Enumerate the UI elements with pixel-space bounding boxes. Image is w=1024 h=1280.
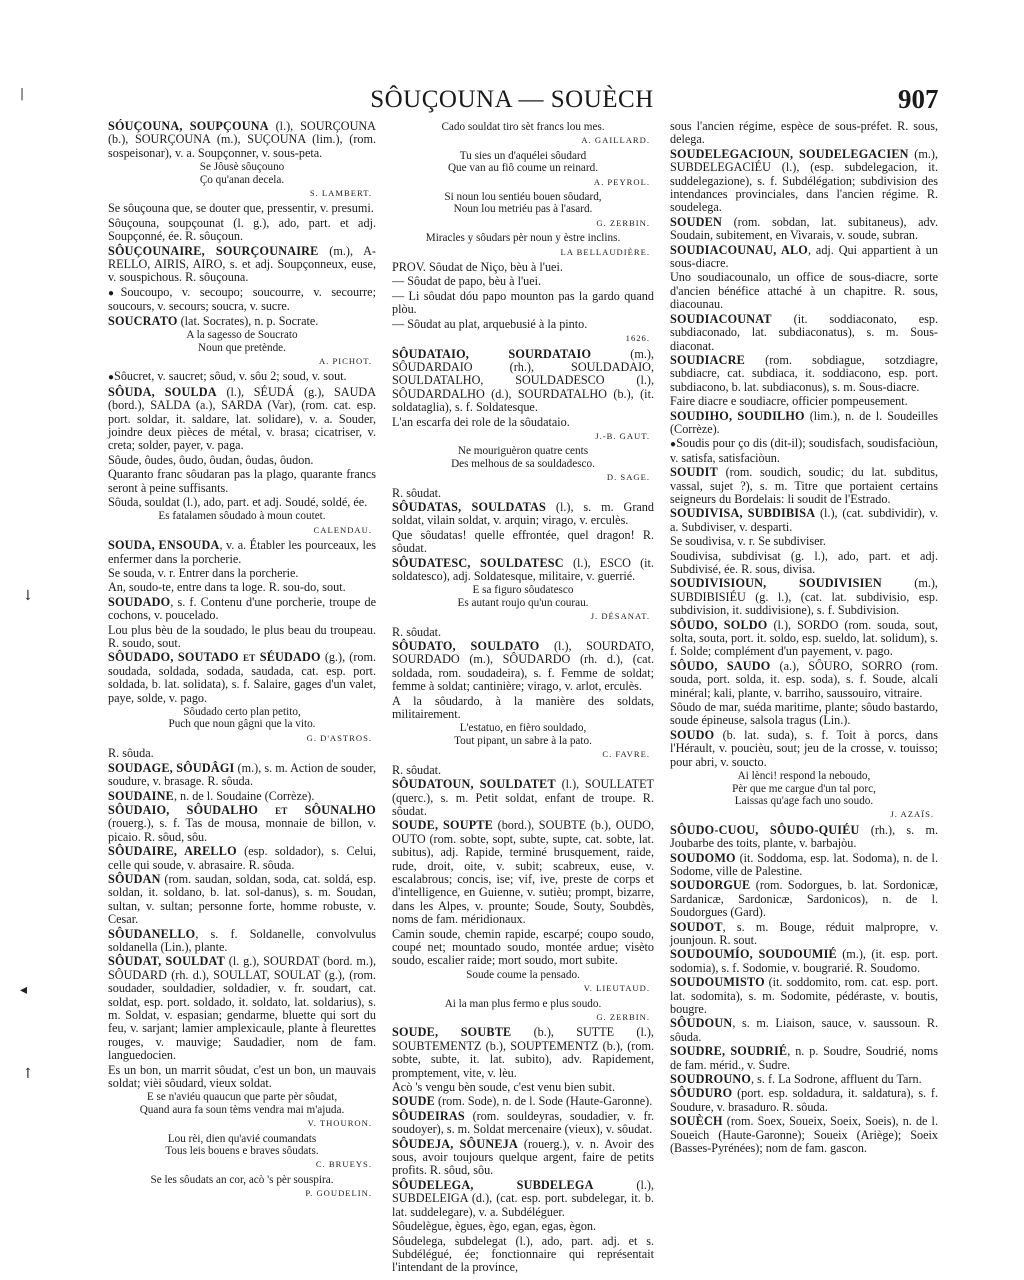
entry-body: (m.), (it. esp. port. sodomia), s. f. Sodomie, v. bougrarié. R. Soudomo. [670, 947, 938, 975]
dictionary-entry [670, 701, 938, 728]
quotation: Ai lènci! respond la neboudo, Pèr que me cargue d'un tal porc, Laissas qu'age fach uno soudo. [732, 770, 876, 807]
entry-body: Soucoupo, v. secoupo; soucourre, v. secourre; soucours, v. secours; soucra, v. sucre. [108, 284, 376, 314]
entry-body: Soudis pour ço dis (dit-il); soudisfach, soudisfaciòun, v. satisfa, satisfaciòun. [670, 436, 938, 465]
dictionary-entry [392, 1179, 654, 1219]
entry-headword: SOUDE [392, 1094, 435, 1109]
entry-body: (rom. sobdiague, sotzdiagre, subdiacre, cat. subdiaca, it. soddiacono, esp. port. subdiacono, b. lat. subdiaconus), s. m. Sous-diacre. [670, 352, 938, 394]
entry-headword: SOUDA, ENSOUDA [108, 538, 220, 553]
dictionary-entry [108, 202, 376, 215]
entry-headword: SOUDRE, SOUDRIÉ [670, 1044, 788, 1059]
dictionary-entry [670, 1045, 938, 1072]
entry-headword: SÔUDATAIO, SOURDATAIO [392, 346, 592, 361]
dictionary-entry [670, 437, 938, 465]
entry-headword: SOUDROUNO [670, 1072, 752, 1087]
entry-body: R. sôuda. [108, 746, 154, 761]
entry-headword: SÔUDEJA, SÔUNEJA [392, 1136, 518, 1151]
entry-body: (m.), A-RELLO, AIRIS, AIRO, s. et adj. Soupçonneux, euse, v. souspichous. R. sôuçouna. [108, 243, 376, 285]
dictionary-entry [392, 1235, 654, 1275]
dictionary-entry [670, 395, 938, 408]
entry-body: (m.), SÔUDARDAIO (rh.), SOULDADAIO, SOULDATALHO, SOULDADESCO (l.), SÔUDARDALHO (d.), SOURDATALHO (b.), (it. soldataglia), s. f. Soldatesque. [392, 346, 654, 415]
dictionary-entry [670, 1087, 938, 1114]
quotation: Ne mouriguèron quatre cents Des melhous de sa souldadesco. [451, 445, 595, 470]
entry-headword: SÔUDOUN [670, 1016, 733, 1031]
entry-body: Lou plus bèu de la soudado, le plus beau du troupeau. R. soudo, sout. [108, 622, 376, 651]
entry-body: , s. f. La Sodrone, affluent du Tarn. [751, 1072, 922, 1087]
dictionary-entry [108, 496, 376, 509]
entry-headword: SOUDIACOUNAT [670, 311, 772, 326]
entry-body: (l.), SUBDELEIGA (d.), (cat. esp. port. subdelegar, it. b. lat. suddelegare), v. a. Subdéléguer. [392, 1177, 654, 1219]
entry-body: (it. soddiaconato, esp. subdiaconado, lat. subdiaconatus), s. m. Sous-diaconat. [670, 311, 938, 353]
dictionary-entry [670, 466, 938, 506]
column-middle [392, 120, 654, 1276]
entry-body: PROV. Sôudat de Niço, bèu à l'uei. [392, 260, 563, 275]
dictionary-entry [108, 286, 376, 314]
entry-body: (port. esp. soldadura, it. saldatura), s. f. Soudure, v. brasaduro. R. sôuda. [670, 1086, 938, 1114]
entry-headword: SÔUDELEGA, SUBDELEGA [392, 1177, 594, 1192]
entry-headword: SÔUDANELLO [108, 926, 196, 941]
dictionary-entry [670, 660, 938, 700]
dictionary-entry [392, 1026, 654, 1080]
entry-headword: SOUÈCH [670, 1114, 723, 1129]
dictionary-entry [108, 454, 376, 467]
entry-body: , s. f. Contenu d'une porcherie, troupe de cochons, v. poucelado. [108, 594, 376, 623]
dictionary-entry [670, 577, 938, 617]
entry-body: , n. de l. Soudaine (Corrèze). [173, 788, 315, 803]
dictionary-entry [670, 1017, 938, 1044]
dictionary-entry [392, 348, 654, 415]
quotation: Cado souldat tiro sèt francs lou mes. [441, 121, 605, 133]
entry-body: Sôuçouna, soupçounat (l. g.), ado, part. et adj. Soupçonné, ée. R. sôuçoun. [108, 215, 376, 244]
quotation: Soude coume la pensado. [466, 968, 580, 981]
quotation-author: J.-B. GAUT. [595, 430, 650, 441]
quotation: Se Jôusè sôuçouno Ço qu'anan decela. [199, 161, 285, 186]
entry-body: (l.), SOURÇOUNA (b.), SOURÇOUNA (m.), SUÇOUNA (lim.), (rom. sospeisonar), v. a. Soupçonner, v. sous-peta. [108, 119, 376, 160]
entry-body: Acò 's vengu bèn soude, c'est venu bien subit. [392, 1080, 616, 1095]
entry-headword: SOUDOT [670, 919, 723, 934]
dictionary-entry [108, 651, 376, 705]
dictionary-entry [392, 501, 654, 528]
entry-body: (g.), (rom. soudada, soldada, sodada, saudada, cat. esp. port. soldada, b. lat. solidata), s. f. Salaire, gages d'un valet, paye, solde, v. pago. [108, 650, 376, 705]
entry-body: Sôucret, v. saucret; sôud, v. sôu 2; soud, v. sout. [114, 369, 347, 384]
column-left [108, 120, 376, 1203]
dictionary-entry [670, 120, 938, 147]
entry-headword: SÔUDO, SAUDO [670, 658, 771, 673]
entry-body: — Sôudat au plat, arquebusié à la pinto. [392, 316, 588, 331]
quotation: E sa figuro sôudatesco Es autant roujo qu'un courau. [457, 584, 589, 609]
quotation: Tu sies un d'aquélei sôudard Que van au fiô coume un reinard. [447, 149, 599, 175]
entry-headword: SOUDORGUE [670, 878, 751, 893]
entry-body: (m.), SUBDELEGACIÉU (l.), (esp. subdelegacion, it. suddelegazione), s. f. Subdélégation; subdivision des intendances provinciales, dans l'ancien régime. R. soudelega. [670, 146, 938, 215]
entry-body: — Sôudat de papo, bèu à l'uei. [392, 274, 542, 289]
quotation: Miracles y sôudars pèr noun y èstre inclins. [425, 232, 621, 245]
entry-body: Se soudivisa, v. r. Se subdiviser. [670, 534, 826, 549]
dictionary-entry [108, 120, 376, 160]
entry-headword: SOUDIACRE [670, 352, 745, 367]
entry-body: (lim.), n. de l. Soudeilles (Corrèze). [670, 408, 938, 436]
entry-headword: SOUDIVISA, SUBDIBISA [670, 506, 816, 521]
dictionary-entry [392, 626, 654, 639]
entry-body: R. sôudat. [392, 624, 442, 639]
entry-headword: SOUDE, SOUBTE [392, 1025, 512, 1040]
entry-body: (l.), SORDO (rom. souda, sout, solta, souta, port. it. soldo, esp. sueldo, lat. solidum), s. f. Solde; complément d'un payement, v. pago. [670, 617, 938, 659]
quotation: L'estatuo, en fièro souldado, Tout pipant, un sabre à la pato. [454, 722, 592, 747]
entry-body: (lat. Socrates), n. p. Socrate. [177, 313, 319, 328]
quotation-author: G. D'ASTROS. [306, 732, 372, 743]
entry-body: Sôudelega, subdelegat (l.), ado, part. adj. et s. Subdélégué, ée; fonctionnaire qui représentait l'intendant de la province, [392, 1233, 654, 1275]
dictionary-entry [670, 550, 938, 577]
quotation-author: A. PEYROL. [593, 176, 650, 187]
quotation: Es fatalamen sôudado à moun coutet. [158, 510, 326, 523]
dictionary-entry [670, 879, 938, 919]
quotation-author: C. BRUEYS. [315, 1159, 372, 1170]
quotation-author: V. LIEUTAUD. [583, 983, 650, 994]
entry-headword: SOUDIVISIOUN, SOUDIVISIEN [670, 576, 882, 591]
dictionary-entry [392, 1138, 654, 1178]
entry-headword: SOUDADO [108, 594, 171, 609]
entry-body: (rouerg.), s. f. Tas de mousa, monnaie de billon, v. picaio. R. sôud, sôu. [108, 816, 376, 844]
entry-headword: SÔUDAIO, SÔUDALHO et SÔUNALHO [108, 802, 376, 817]
dictionary-entry [392, 261, 654, 274]
dictionary-entry [108, 845, 376, 872]
entry-body: R. sôudat. [392, 762, 442, 777]
dictionary-entry [108, 567, 376, 580]
entry-body: Quaranto franc sôudaran pas la plago, quarante francs seront à peine suffisants. [108, 467, 376, 495]
entry-headword: SÔUDURO [670, 1086, 733, 1101]
dictionary-entry [108, 370, 376, 384]
entry-body: , s. m. Bouge, réduit malpropre, v. jounjoun. R. sout. [670, 919, 938, 947]
entry-body: (rouerg.), v. n. Avoir des sous, avoir toujours quelque argent, faire de petits profits. R. sôud, sôu. [392, 1136, 654, 1178]
quotation-author: J. DÉSANAT. [590, 611, 650, 622]
entry-body: (l.), SÉUDÁ (g.), SAUDA (bord.), SALDA (a.), SARDA (Var), (rom. cat. esp. port. soldar, it. saldare, lat. solidare), v. a. Souder, joindre deux pièces de métal, v. brasa; cicatriser, v. creta; solder, payer, v. paga. [108, 384, 376, 453]
quotation-author: CALENDAU. [313, 524, 372, 535]
entry-headword: SÔUDATESC, SOULDATESC [392, 555, 564, 570]
entry-body: (rom. Soex, Soueix, Soeix, Soeis), n. de l. Soueich (Haute-Garonne); Soueix (Ariège); Soeix (Basses-Pyrénées); nom de fam. gascon. [670, 1114, 938, 1156]
entry-headword: SÔUDATO, SOULDATO [392, 639, 540, 654]
quotation: Lou rèi, dien qu'avié coumandats Tous leis bouens e braves sôudats. [165, 1132, 319, 1158]
margin-mark: | [20, 86, 25, 100]
page-number: 907 [898, 84, 939, 114]
entry-headword: SÔUDAT, SOULDAT [108, 954, 225, 969]
entry-body: Que sôudatas! quelle effrontée, quel dragon! R. sôudat. [392, 527, 654, 556]
quotation-author: G. ZERBIN. [596, 1012, 650, 1022]
dictionary-entry [392, 640, 654, 694]
entry-headword: SOUDAINE [108, 788, 174, 803]
entry-body: Sôudo de mar, suéda maritime, plante; sôudo bastardo, soude épineuse, salsola tragus (Lin.). [670, 700, 938, 728]
entry-body: (b. lat. suda), s. f. Toit à porcs, dans l'Hérault, v. poucièu, sout; jeu de la crosse, v. touisso; pour abri, v. souсto. [670, 727, 938, 769]
dictionary-entry [392, 1095, 654, 1108]
dictionary-entry [392, 275, 654, 288]
dictionary-entry [108, 539, 376, 566]
dictionary-entry [392, 1220, 654, 1233]
entry-body: L'an escarfa dei role de la sôudataio. [392, 414, 570, 429]
entry-headword: SOUDOMO [670, 850, 736, 865]
entry-body: Se souda, v. r. Entrer dans la porcherie. [108, 566, 299, 580]
dictionary-entry [108, 386, 376, 453]
entry-headword: SÔUDATAS, SOULDATAS [392, 499, 546, 514]
quotation-author: P. GOUDELIN. [305, 1188, 372, 1199]
dictionary-entry [108, 762, 376, 789]
quotation: Si noun lou sentiéu bouen sôudard, Noun lou metriéu pas à l'asard. [444, 191, 602, 216]
entry-headword: SOUDE, SOUPTE [392, 818, 494, 833]
dictionary-entry [392, 764, 654, 777]
dictionary-entry [108, 581, 376, 594]
entry-body: , s. f. Soldanelle, convolvulus soldanella (Lin.), plante. [108, 926, 376, 954]
dictionary-entry [670, 354, 938, 394]
margin-mark: ↑ [22, 1066, 34, 1082]
entry-body: (rh.), s. m. Joubarbe des toits, plante, v. barbajòu. [670, 822, 938, 851]
entry-headword: SOUCRATO [108, 313, 178, 328]
entry-body: (m.), SUBDIBISIÉU (g. l.), (cat. lat. subdivisio, esp. subdivision, it. suddivisione), s. f. Subdivision. [670, 576, 938, 618]
dictionary-entry [392, 695, 654, 722]
entry-headword: SÓUÇOUNA, SOUPÇOUNA [108, 119, 269, 133]
entry-body: , v. a. Établer les pourceaux, les enfermer dans la porcherie. [108, 538, 376, 566]
margin-mark: ◂ [20, 982, 28, 998]
entry-body: (rom. soudich, soudic; du lat. subditus, vassal, sujet ?), s. m. Titre que portaient certains seigneurs du Bordelais: li soudit de l'Estrado. [670, 465, 938, 506]
entry-body: (l.), SOURDATO, SOURDADO (m.), SÔUDARDO (rh. d.), (cat. soldada, rom. soudadeira), s. f. Femme de soldat; femme à soldat; cantinière; virago, v. arlot, erculès. [392, 639, 654, 694]
entry-headword: SÔUDO-CUOU, SÔUDO-QUIÉU [670, 822, 860, 837]
entry-body: (l.), SOULLATET (querc.), s. m. Petit soldat, enfant de troupe. R. sôudat. [392, 777, 654, 818]
entry-body: Faire diacre e soudiacre, officier pompeusement. [670, 394, 908, 409]
dictionary-entry [392, 1110, 654, 1137]
column-right [670, 120, 938, 1156]
dictionary-entry [670, 148, 938, 215]
entry-headword: SOUDOUMÍO, SOUDOUMIÉ [670, 947, 837, 962]
quotation-author: C. FAVRE. [602, 749, 650, 760]
dictionary-entry [392, 487, 654, 500]
dictionary-entry [392, 1081, 654, 1094]
dictionary-entry [108, 217, 376, 244]
margin-mark: ↓ [22, 588, 34, 604]
entry-body: Camin soude, chemin rapide, escarpé; coupo soudo, coupé net; mountado soudo, montée ardue; visèto soudo, escalier raide; mort soudo, mort subite. [392, 926, 654, 968]
entry-body: A la sôudardo, à la manière des soldats, militairement. [392, 693, 654, 722]
dictionary-entry [392, 928, 654, 968]
quotation: A la sagesso de Soucrato Noun que pretènde. [186, 329, 298, 354]
quotation-author: A. PICHOT. [318, 355, 372, 366]
dictionary-entry [392, 529, 654, 556]
entry-headword: SÔUDATOUN, SOULDATET [392, 777, 556, 792]
dictionary-entry [670, 852, 938, 879]
dictionary-entry [108, 747, 376, 760]
running-header: SÔUÇOUNA — SOUÈCH [370, 86, 654, 113]
dictionary-entry [670, 216, 938, 243]
dictionary-entry [670, 271, 938, 311]
dictionary-entry [670, 1073, 938, 1086]
entry-body: (l. g.), SOURDAT (bord. m.), SÔUDARD (rh. d.), SOULLAT, SOULAT (g.), (rom. soudader, souldadier, soldadier, v. fr. soudart, cat. soldat, esp. port. soldado, it. soldato, lat. soldarius), s. m. Soldat, v. espasian; gendarme, bluette qui sort du feu, v. sarjant; lamier amplexicaule, plante à fleurettes rouges, v. mauvige; Saudadier, nom de fam. languedocien. [108, 954, 376, 1063]
entry-headword: SOUDOUMISTO [670, 975, 765, 990]
dictionary-entry [670, 948, 938, 975]
dictionary-entry [670, 244, 938, 271]
dictionary-entry [108, 245, 376, 285]
entry-body: Soudivisa, subdivisat (g. l.), ado, part. et adj. Subdivisé, ée. R. sous, divisa. [670, 548, 938, 576]
entry-headword: SÔUDEIRAS [392, 1108, 465, 1123]
entry-body: (l.), s. m. Grand soldat, vilain soldat, v. arquin; virago, v. erculès. [392, 499, 654, 528]
dictionary-entry [392, 290, 654, 317]
dictionary-entry [670, 535, 938, 548]
entry-body: (m.), s. m. Action de souder, soudure, v. brasage. R. sôuda. [108, 760, 376, 789]
entry-body: , s. m. Liaison, sauce, v. saussoun. R. sôuda. [670, 1016, 938, 1044]
dictionary-entry [392, 416, 654, 429]
entry-body: (rom. Sodorgues, b. lat. Sordonicæ, Sardanicæ, Sardonicæ, Sardonicos), n. de l. Soudorgues (Gard). [670, 878, 938, 920]
entry-body: sous l'ancien régime, espèce de sous-préfet. R. sous, delega. [670, 119, 938, 147]
entry-body: (rom. saudan, soldan, soda, cat. soldá, esp. soldan, it. soldano, b. lat. sol-danus), s. m. Soudan, sultan, v. sultan; personne forte, homme robuste, v. Cesar. [108, 871, 376, 927]
entry-headword: SÔUDADO, SOUTADO et SÉUDADO [108, 650, 321, 665]
entry-body: R. sôudat. [392, 485, 442, 500]
entry-body: — Li sôudat dóu papo mounton pas la gardo quand plòu. [392, 288, 654, 317]
entry-body: (rom. souldeyras, soudadier, v. fr. soudoyer), s. m. Soldat mercenaire (vieux), v. sôudat. [392, 1108, 654, 1137]
entry-body: Uno soudiacounalo, un office de sous-diacre, sorte d'ancien bénéfice attaché à un chapitre. R. sous, diacounau. [670, 270, 938, 312]
entry-body: (rom. sobdan, lat. subitaneus), adv. Soudain, subitement, en Vivarais, v. soude, subran. [670, 214, 938, 243]
entry-body: (it. Soddoma, esp. lat. Sodoma), n. de l. Sodome, ville de Palestine. [670, 850, 938, 878]
entry-body: (a.), SÔURO, SORRO (rom. souda, port. solda, it. esp. soda), s. f. Soude, alcali minéral; kali, plante, v. barriho, saussouiro, vitraire. [670, 658, 939, 700]
entry-headword: SÔUDO, SOLDO [670, 617, 768, 632]
dictionary-entry [108, 596, 376, 623]
entry-headword: SÔUDAIRE, ARELLO [108, 844, 237, 859]
entry-headword: SOUDAGE, SÔUDÂGI [108, 760, 235, 775]
entry-headword: SOUDELEGACIOUN, SOUDELEGACIEN [670, 146, 909, 161]
entry-headword: SÔUDA, SOULDA [108, 384, 217, 399]
quotation-author: LA BELLAUDIÈRE. [560, 246, 650, 257]
dictionary-entry [670, 921, 938, 948]
dictionary-entry [108, 315, 376, 328]
entry-body: Se sôuçouna que, se douter que, pressentir, v. presumi. [108, 201, 374, 216]
entry-body: Sôude, ôudes, ôudo, ôudan, ôudas, ôudon. [108, 452, 314, 467]
entry-headword: SÔUÇOUNAIRE, SOURÇOUNAIRE [108, 243, 319, 258]
entry-body: (bord.), SOUBTE (b.), OUDO, OUTO (rom. sobte, sopt, subte, supte, cat. sobte, lat. subitus), adj. Rapide, terminé brusquement, raide, rude, droit, oite, v. subit; scabreux, euse, v. escalabrous; concis, ise; vif, ive, preste de corps et d'intelligence, en Guienne, v. sutièu; prompt, bizarre, dans les Alpes, v. prounte; Soude, Souty, Soubdès, noms de fam. méridionaux. [392, 818, 654, 927]
dictionary-entry [108, 928, 376, 955]
entry-headword: SOUDIACOUNAU, ALO [670, 242, 808, 257]
quotation-author: A. GAILLARD. [581, 135, 650, 146]
entry-body: (it. soddomito, rom. cat. esp. port. lat. sodomita), s. m. Sodomite, pédéraste, v. boutis, bougre. [670, 975, 938, 1016]
quotation: Ai la man plus fermo e plus soudo. [444, 997, 602, 1010]
entry-headword: SOUDO [670, 727, 715, 742]
entry-body: An, soudo-te, entre dans ta loge. R. sou-do, sout. [108, 580, 346, 595]
quotation-author: D. SAGE. [606, 472, 650, 483]
dictionary-entry [108, 804, 376, 844]
dictionary-entry [392, 318, 654, 331]
quotation-author: 1626. [625, 333, 650, 344]
entry-body: , adj. Qui appartient à un sous-diacre. [670, 242, 938, 271]
entry-body: , n. p. Soudre, Soudrié, noms de fam. mérid., v. Sudre. [670, 1044, 938, 1072]
entry-headword: SOUDIHO, SOUDILHO [670, 408, 805, 423]
entry-headword: SOUDEN [670, 214, 722, 229]
quotation-author: V. THOURON. [307, 1118, 372, 1129]
entry-body: Es un bon, un marrit sôudat, c'est un bon, un mauvais soldat; vièi sôudard, vieux soldat. [108, 1062, 376, 1091]
dictionary-entry [670, 410, 938, 437]
dictionary-entry [670, 976, 938, 1016]
dictionary-entry [670, 1115, 938, 1155]
dictionary-entry [108, 790, 376, 803]
dictionary-entry [108, 624, 376, 651]
dictionary-entry [392, 819, 654, 926]
entry-body: (esp. soldador), s. Celui, celle qui soude, v. abrasaire. R. sôuda. [108, 844, 377, 872]
dictionary-entry [670, 729, 938, 769]
dictionary-entry [108, 1064, 376, 1091]
entry-body: Sôuda, souldat (l.), ado, part. et adj. Soudé, soldé, ée. [108, 494, 368, 509]
dictionary-entry [108, 468, 376, 495]
quotation: Se les sôudats an cor, acò 's pèr souspira. [150, 1173, 334, 1186]
quotation: E se n'aviéu quaucun que parte pèr sôudat, Quand aura fa soun tèms vendra mai m'ajuda. [139, 1091, 345, 1116]
dictionary-entry [392, 778, 654, 818]
entry-body: (l.), (cat. subdividir), v. a. Subdiviser, v. desparti. [670, 506, 938, 534]
entry-body: Sôudelègue, ègues, ègo, egan, egas, ègon. [392, 1219, 597, 1234]
quotation-author: J. AZAÏS. [890, 809, 934, 820]
quotation: Sôudado certo plan petito, Puch que noun gâgni que la vito. [168, 706, 316, 731]
dictionary-entry [670, 619, 938, 659]
entry-headword: SOUDIT [670, 465, 718, 480]
entry-body: (b.), SUTTE (l.), SOUBTEMENTZ (b.), SOUPTEMENTZ (b.), (rom. sobte, subte, it. lat. subito), adv. Rapidement, promptement, vite, v. lèu. [392, 1025, 654, 1080]
dictionary-entry [108, 873, 376, 927]
dictionary-entry [108, 955, 376, 1062]
entry-headword: SÔUDAN [108, 871, 161, 886]
dictionary-entry [670, 507, 938, 534]
dictionary-entry [670, 313, 938, 353]
dictionary-entry [392, 557, 654, 584]
dictionary-entry [670, 824, 938, 851]
quotation-author: S. LAMBERT. [309, 188, 372, 199]
entry-body: (rom. Sode), n. de l. Sode (Haute-Garonne). [435, 1094, 653, 1109]
quotation-author: G. ZERBIN. [596, 217, 650, 228]
entry-body: (l.), ESCO (it. soldatesco), adj. Soldatesque, militaire, v. guerrié. [392, 555, 654, 583]
